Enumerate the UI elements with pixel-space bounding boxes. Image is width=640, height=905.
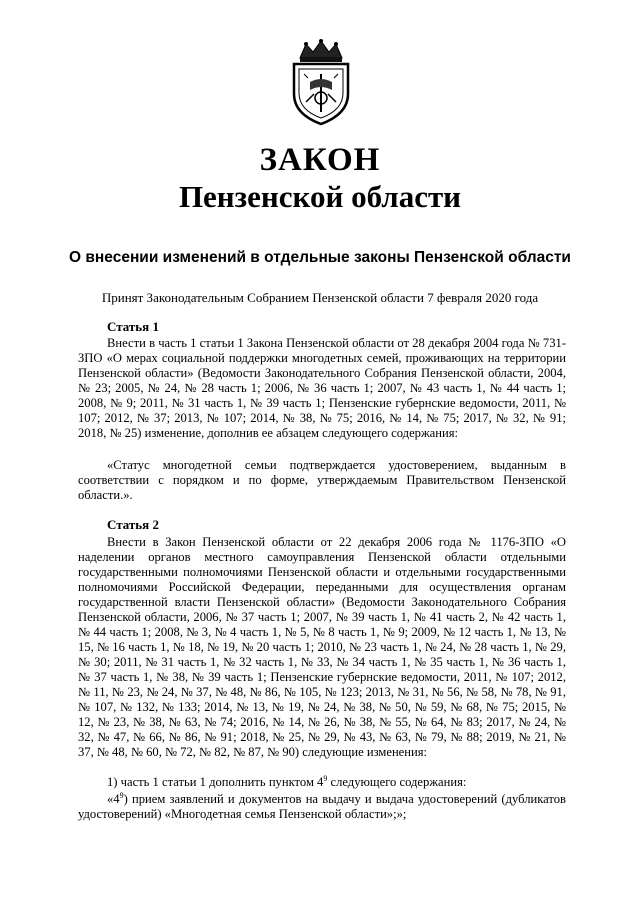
article-1-body	[78, 336, 566, 441]
quote-suffix: ) прием заявлений и документов на выдачу и выдача удостоверений (дубликатов удостоверений) «Многодетная семья Пензенской области»;»;	[78, 792, 566, 821]
quote-superscript: 9	[119, 790, 124, 800]
article-2-item-1-quote	[78, 792, 566, 822]
item-1-text	[78, 775, 566, 790]
article-2-text: Внести в Закон Пензенской области от 22 декабря 2006 года № 1176-ЗПО «О наделении органов местного самоуправления Пензенской области отдельными государственными полномочиями Пензенской области и отдельными государственными полномочиями Российской Федерации, переданными для осуществления органам государственной власти Пензенской области» (Ведомости Законодательного Собрания Пензенской области, 2006, № 37 часть 1; 2007, № 39 часть 1, № 41 часть 2, № 42 часть 1, № 44 часть 1; 2008, № 3, № 4 часть 1, № 5, № 8 часть 1, № 9; 2009, № 12 часть 1, № 13, № 15, № 16 часть 1, № 18, № 19, № 20 часть 1; 2010, № 23 часть 1, № 24, № 28 часть 1, № 29, № 30; 2011, № 31 часть 1, № 32 часть 1, № 33, № 34 часть 1, № 35 часть 1, № 36 часть 1, № 37 часть 1, № 38, № 39 часть 1; Пензенские губернские ведомости, 2011, № 107; 2012, № 11, № 23, № 24, № 37, № 48, № 86, № 105, № 123; 2013, № 31, № 56, № 58, № 78, № 91, № 107, № 132, № 133; 2014, № 13, № 19, № 24, № 38, № 50, № 59, № 68, № 75; 2015, № 12, № 23, № 38, № 63, № 74; 2016, № 14, № 26, № 38, № 55, № 64, № 83; 2017, № 24, № 32, № 47, № 66, № 86, № 91; 2018, № 25, № 29, № 43, № 63, № 79, № 88; 2019, № 21, № 37, № 48, № 60, № 72, № 82, № 87, № 90) следующие изменения:	[78, 535, 566, 759]
article-1-text: Внести в часть 1 статьи 1 Закона Пензенской области от 28 декабря 2004 года № 731-ЗПО «О мерах социальной поддержки многодетных семей, проживающих на территории Пензенской области» (Ведомости Законодательного Собрания Пензенской области, 2004, № 23; 2005, № 24, № 28 часть 1; 2006, № 36 часть 1; 2007, № 43 часть 1, № 44 часть 1; 2008, № 9; 2011, № 31 часть 1, № 39 часть 1; Пензенские губернские ведомости, 2011, № 107; 2012, № 37; 2013, № 107; 2014, № 38, № 75; 2016, № 14, № 75; 2017, № 32, № 91; 2018, № 25) изменение, дополнив ее абзацем следующего содержания:	[78, 336, 566, 440]
coat-of-arms-icon	[286, 38, 356, 126]
article-2-item-1	[78, 775, 566, 790]
item-1-quote-text	[78, 792, 566, 822]
article-1-title: Статья 1	[107, 319, 159, 334]
article-1-quote: «Статус многодетной семьи подтверждается удостоверением, выданным в соответствии с порядком и по форме, утверждаемым Правительством Пензенской области.».	[78, 458, 566, 502]
article-2-body	[78, 535, 566, 760]
article-1-quote-block	[78, 458, 566, 503]
adoption-line: Принят Законодательным Собранием Пензенской области 7 февраля 2020 года	[101, 290, 539, 305]
law-heading: О внесении изменений в отдельные законы Пензенской области	[69, 249, 571, 266]
quote-prefix: «4	[107, 792, 120, 806]
region-subtitle: Пензенской области	[178, 179, 462, 214]
item-1-prefix: 1) часть 1 статьи 1 дополнить пунктом 4	[107, 775, 324, 789]
item-1-superscript: 9	[323, 773, 328, 783]
item-1-suffix: следующего содержания:	[327, 775, 467, 789]
law-title: ЗАКОН	[259, 142, 381, 178]
article-2-title: Статья 2	[107, 517, 159, 532]
